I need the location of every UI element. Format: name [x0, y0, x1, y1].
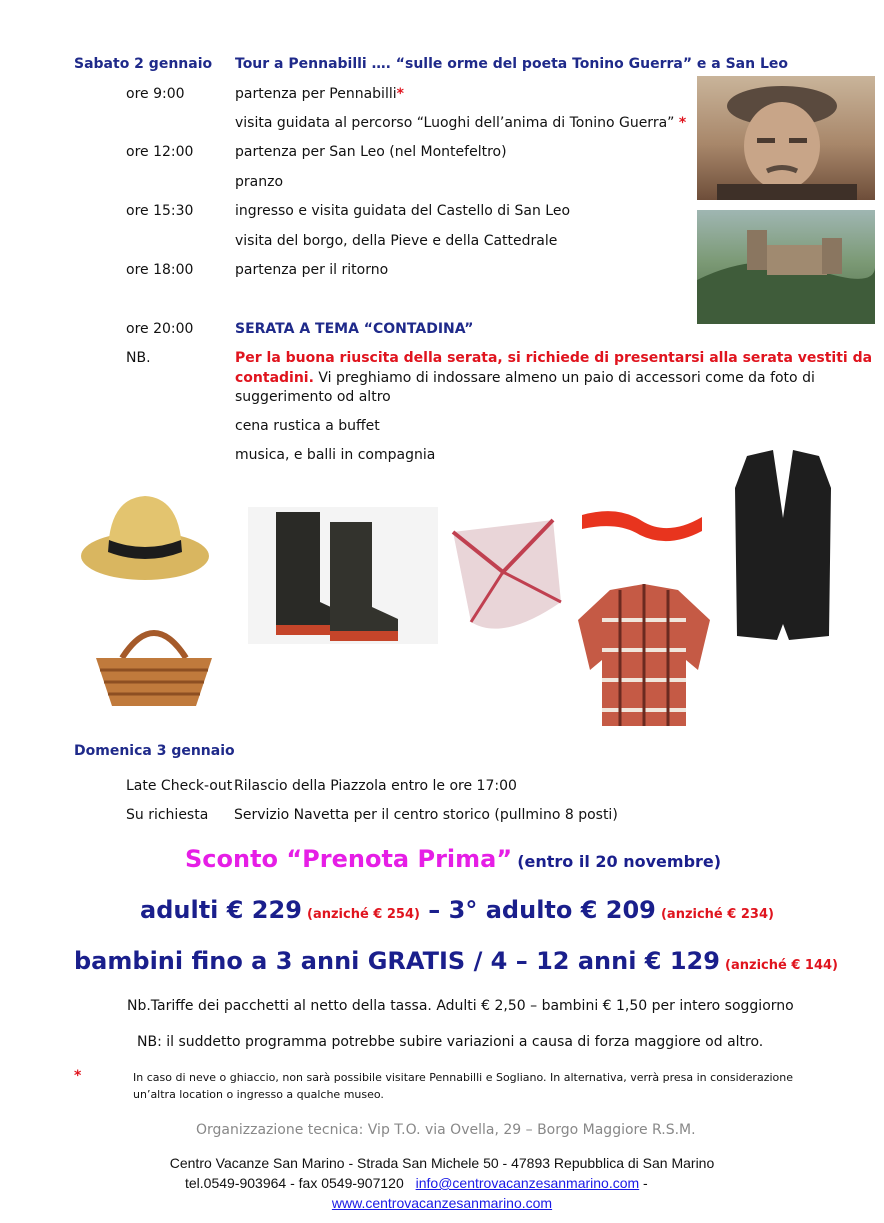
offer-title-note: (entro il 20 novembre) — [517, 852, 722, 871]
checkout-label: Late Check-out — [126, 778, 233, 794]
schedule-activity — [235, 115, 686, 131]
vest-icon — [733, 448, 833, 642]
footer-organization: Organizzazione tecnica: Vip T.O. via Ovella, 29 – Borgo Maggiore R.S.M. — [196, 1122, 696, 1138]
schedule-activity — [235, 174, 283, 190]
tax-note: Nb.Tariffe dei pacchetti al netto della tassa. Adulti € 2,50 – bambini € 1,50 per intero soggiorno — [127, 998, 794, 1014]
footer-phone: tel.0549-903964 - fax 0549-907120 — [185, 1175, 404, 1191]
nb-line2 — [235, 370, 815, 386]
schedule-activity-text: ingresso e visita guidata del Castello di San Leo — [235, 203, 571, 219]
boots-photo — [248, 507, 438, 644]
schedule-activity-text: partenza per il ritorno — [235, 262, 389, 278]
extra-buffet: cena rustica a buffet — [235, 418, 380, 434]
shuttle-text: Servizio Navetta per il centro storico (pullmino 8 posti) — [234, 807, 618, 823]
footer-website-row — [0, 1195, 884, 1211]
adults-old-price: (anziché € 254) — [307, 907, 420, 922]
basket-icon — [92, 618, 216, 710]
schedule-time: ore 9:00 — [126, 86, 185, 102]
footer-contacts — [185, 1175, 648, 1191]
castle-icon — [697, 210, 875, 324]
adults-price: adulti € 229 — [140, 896, 302, 924]
schedule-activity — [235, 262, 388, 278]
schedule-activity — [235, 233, 557, 249]
snow-note-star: * — [74, 1068, 82, 1084]
schedule-activity — [235, 203, 570, 219]
schedule-time: ore 12:00 — [126, 144, 194, 160]
poet-portrait-icon — [697, 76, 875, 200]
nb-label: NB. — [126, 350, 151, 366]
nb-line1: Per la buona riuscita della serata, si richiede di presentarsi alla serata vestiti da — [235, 350, 873, 366]
schedule-activity-text: visita del borgo, della Pieve e della Cattedrale — [235, 233, 558, 249]
schedule-activity-text: partenza per Pennabilli — [235, 86, 397, 102]
red-scarf-icon — [578, 487, 706, 559]
plaid-shirt-icon — [570, 580, 718, 730]
snow-note-line1: In caso di neve o ghiaccio, non sarà possibile visitare Pennabilli e Sogliano. In alternativa, verrà presa in considerazione — [133, 1071, 793, 1084]
kids-price: bambini fino a 3 anni GRATIS / 4 – 12 anni € 129 — [74, 947, 720, 975]
schedule-activity — [235, 86, 404, 102]
change-note: NB: il suddetto programma potrebbe subire variazioni a causa di forza maggiore od altro. — [137, 1034, 764, 1050]
straw-hat-icon — [78, 488, 212, 584]
schedule-activity-text: visita guidata al percorso “Luoghi dell’anima di Tonino Guerra” — [235, 115, 679, 131]
nb-line2-red: contadini. — [235, 370, 314, 386]
day1-title: Tour a Pennabilli …. “sulle orme del poeta Tonino Guerra” e a San Leo — [235, 56, 788, 72]
nb-line2-black: Vi preghiamo di indossare almeno un paio di accessori come da foto di — [313, 370, 815, 386]
checkout-text: Rilascio della Piazzola entro le ore 17:00 — [234, 778, 517, 794]
offer-title-line — [185, 845, 721, 873]
extra-music: musica, e balli in compagnia — [235, 447, 436, 463]
asterisk-mark: * — [396, 86, 404, 102]
kids-price-line — [74, 947, 838, 975]
asterisk-mark: * — [678, 115, 687, 131]
evening-title: SERATA A TEMA “CONTADINA” — [235, 321, 474, 337]
boots-icon — [248, 507, 438, 644]
schedule-time: ore 18:00 — [126, 262, 194, 278]
adults-price-line — [140, 896, 774, 924]
footer-website-link[interactable]: www.centrovacanzesanmarino.com — [331, 1195, 553, 1211]
day2-date: Domenica 3 gennaio — [74, 743, 235, 759]
evening-time: ore 20:00 — [126, 321, 194, 337]
footer-email-link[interactable]: info@centrovacanzesanmarino.com — [415, 1175, 640, 1191]
castle-photo — [697, 210, 875, 324]
third-adult-price: 3° adulto € 209 — [448, 896, 656, 924]
schedule-activity-text: partenza per San Leo (nel Montefeltro) — [235, 144, 507, 160]
schedule-activity-text: pranzo — [235, 174, 284, 190]
bandana-icon — [443, 512, 569, 640]
offer-title: Sconto “Prenota Prima” — [185, 845, 513, 873]
nb-line3: suggerimento od altro — [235, 389, 391, 405]
poet-photo — [697, 76, 875, 200]
day1-date: Sabato 2 gennaio — [74, 56, 213, 72]
footer-dash: - — [639, 1175, 648, 1191]
shuttle-label: Su richiesta — [126, 807, 209, 823]
schedule-activity — [235, 144, 507, 160]
kids-old-price: (anziché € 144) — [725, 958, 838, 973]
snow-note-line2: un’altra location o ingresso a qualche museo. — [133, 1088, 384, 1101]
third-adult-old-price: (anziché € 234) — [660, 907, 774, 922]
price-separator: – — [419, 896, 449, 924]
footer-address: Centro Vacanze San Marino - Strada San Michele 50 - 47893 Repubblica di San Marino — [169, 1155, 715, 1171]
schedule-time: ore 15:30 — [126, 203, 194, 219]
